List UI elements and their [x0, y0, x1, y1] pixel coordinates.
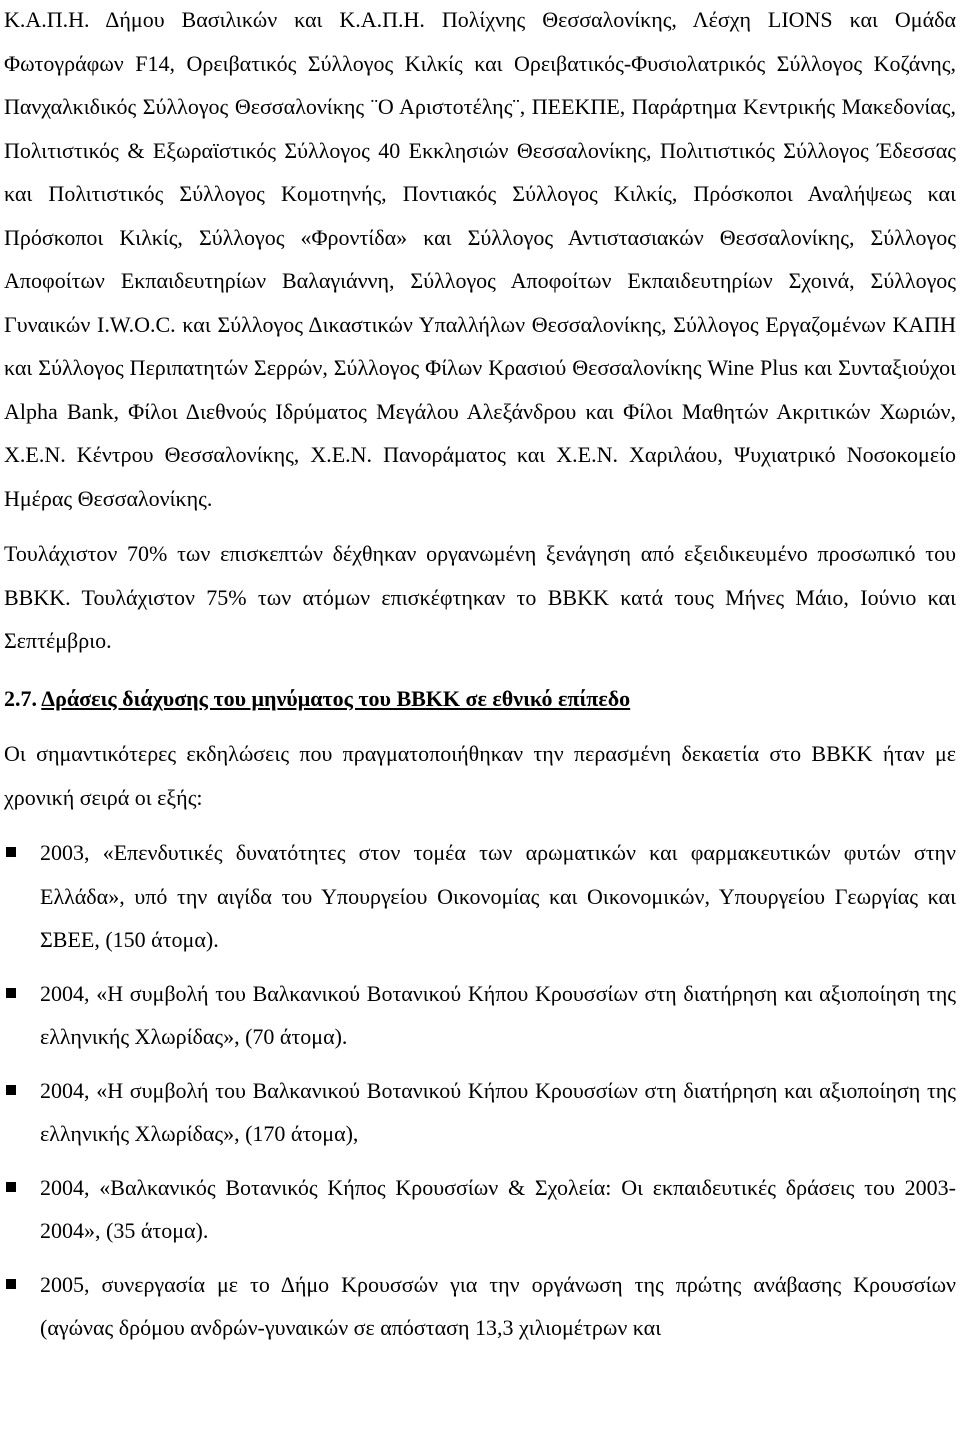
stats-paragraph: Τουλάχιστον 70% των επισκεπτών δέχθηκαν οργανωμένη ξενάγηση από εξειδικευμένο προσωπικό του ΒΒΚΚ. Τουλάχιστον 75% των ατόμων επισκέφτηκαν το ΒΒΚΚ κατά τους Μήνες Μάιο, Ιούνιο και Σεπτέμβριο. [4, 541, 956, 653]
square-bullet-icon [6, 1182, 16, 1192]
section-heading [4, 677, 956, 721]
list-item [4, 1166, 956, 1253]
document-page [4, 0, 956, 1360]
events-intro-paragraph: Οι σημαντικότερες εκδηλώσεις που πραγματοποιήθηκαν την περασμένη δεκαετία στο ΒΒΚΚ ήταν με χρονική σειρά οι εξής: [4, 741, 956, 810]
list-item [4, 1069, 956, 1156]
list-item-text: 2004, «Βαλκανικός Βοτανικός Κήπος Κρουσσίων & Σχολεία: Οι εκπαιδευτικές δράσεις του 2003-2004», (35 άτομα). [40, 1174, 956, 1243]
section-title: Δράσεις διάχυσης του μηνύματος του ΒΒΚΚ σε εθνικό επίπεδο [41, 685, 631, 711]
events-list [4, 831, 956, 1350]
square-bullet-icon [6, 988, 16, 998]
list-item-text: 2004, «Η συμβολή του Βαλκανικού Βοτανικού Κήπου Κρουσσίων στη διατήρηση και αξιοποίηση της ελληνικής Χλωρίδας», (70 άτομα). [40, 980, 956, 1049]
list-item [4, 1263, 956, 1350]
square-bullet-icon [6, 1085, 16, 1095]
list-item [4, 972, 956, 1059]
square-bullet-icon [6, 847, 16, 857]
square-bullet-icon [6, 1279, 16, 1289]
list-item-text: 2005, συνεργασία με το Δήμο Κρουσσών για την οργάνωση της πρώτης ανάβασης Κρουσσίων (αγώνας δρόμου ανδρών-γυναικών σε απόσταση 13,3 χιλιομέτρων και [40, 1271, 956, 1340]
list-item [4, 831, 956, 962]
section-number: 2.7. [4, 685, 37, 711]
list-item-text: 2004, «Η συμβολή του Βαλκανικού Βοτανικού Κήπου Κρουσσίων στη διατήρηση και αξιοποίηση της ελληνικής Χλωρίδας», (170 άτομα), [40, 1077, 956, 1146]
list-item-text: 2003, «Επενδυτικές δυνατότητες στον τομέα των αρωματικών και φαρμακευτικών φυτών στην Ελλάδα», υπό την αιγίδα του Υπουργείου Οικονομίας και Οικονομικών, Υπουργείου Γεωργίας και ΣΒΕΕ, (150 άτομα). [40, 840, 956, 952]
intro-paragraph: Κ.Α.Π.Η. Δήμου Βασιλικών και Κ.Α.Π.Η. Πολίχνης Θεσσαλονίκης, Λέσχη LIONS και Ομάδα Φωτογράφων F14, Ορειβατικός Σύλλογος Κιλκίς και Ορειβατικός-Φυσιολατρικός Σύλλογος Κοζάνης, Πανχαλκιδικός Σύλλογος Θεσσαλονίκης ¨Ο Αριστοτέλης¨, ΠΕΕΚΠΕ, Παράρτημα Κεντρικής Μακεδονίας, Πολιτιστικός & Εξωραϊστικός Σύλλογος 40 Εκκλησιών Θεσσαλονίκης, Πολιτιστικός Σύλλογος Έδεσσας και Πολιτιστικός Σύλλογος Κομοτηνής, Ποντιακός Σύλλογος Κιλκίς, Πρόσκοποι Αναλήψεως και Πρόσκοποι Κιλκίς, Σύλλογος «Φροντίδα» και Σύλλογος Αντιστασιακών Θεσσαλονίκης, Σύλλογος Αποφοίτων Εκπαιδευτηρίων Βαλαγιάννη, Σύλλογος Αποφοίτων Εκπαιδευτηρίων Σχοινά, Σύλλογος Γυναικών I.W.O.C. και Σύλλογος Δικαστικών Υπαλλήλων Θεσσαλονίκης, Σύλλογος Εργαζομένων ΚΑΠΗ και Σύλλογος Περιπατητών Σερρών, Σύλλογος Φίλων Κρασιού Θεσσαλονίκης Wine Plus και Συνταξιούχοι Alpha Bank, Φίλοι Διεθνούς Ιδρύματος Μεγάλου Αλεξάνδρου και Φίλοι Μαθητών Ακριτικών Χωριών, Χ.Ε.Ν. Κέντρου Θεσσαλονίκης, Χ.Ε.Ν. Πανοράματος και Χ.Ε.Ν. Χαριλάου, Ψυχιατρικό Νοσοκομείο Ημέρας Θεσσαλονίκης. [4, 7, 956, 511]
